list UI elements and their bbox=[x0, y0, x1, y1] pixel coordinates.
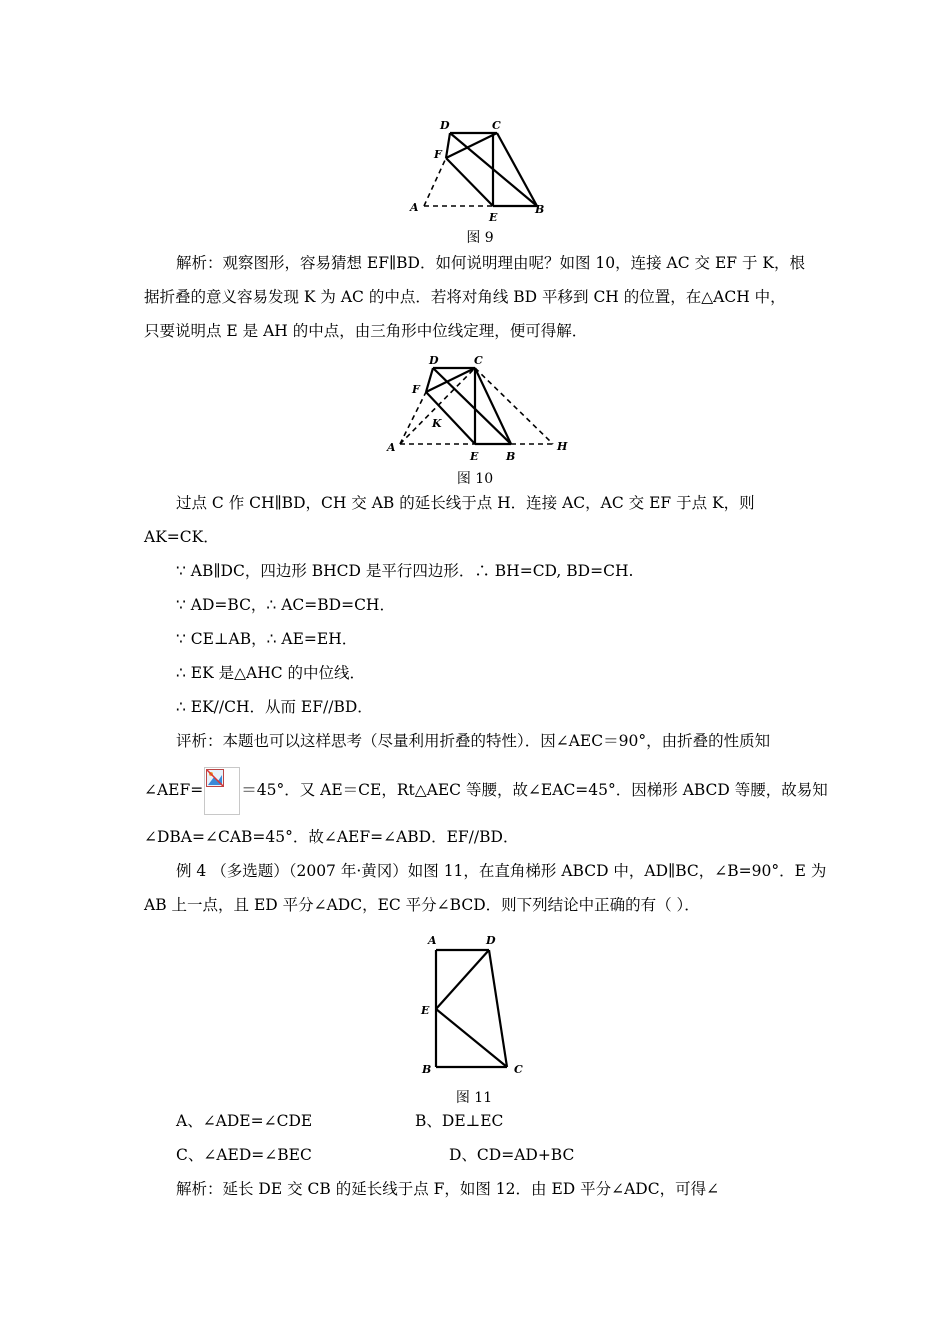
fig10-label-c: C bbox=[474, 354, 483, 367]
fig9-label-c: C bbox=[492, 119, 501, 132]
proof-step-3: ∵ CE⊥AB，∴ AE=EH． bbox=[176, 630, 358, 648]
image-icon bbox=[206, 769, 224, 787]
fig9-label-d: D bbox=[440, 119, 450, 132]
construction-line-1: 过点 C 作 CH∥BD，CH 交 AB 的延长线于点 H．连接 AC，AC 交 EF 于点 K，则 bbox=[176, 494, 755, 512]
analysis-line-2: 据折叠的意义容易发现 K 为 AC 的中点．若将对角线 BD 平移到 CH 的位置，在△ACH 中， bbox=[144, 288, 786, 306]
comment-line-2-start: ∠AEF= bbox=[144, 781, 204, 799]
fig9-label-f: F bbox=[434, 148, 442, 161]
fig9-label-a: A bbox=[410, 201, 419, 214]
proof-step-5: ∴ EK//CH．从而 EF//BD． bbox=[176, 698, 373, 716]
fig11-label-b: B bbox=[422, 1063, 432, 1076]
fig10-label-a: A bbox=[387, 441, 396, 454]
option-d: D、CD=AD+BC bbox=[449, 1146, 575, 1164]
fig10-label-k: K bbox=[432, 417, 442, 430]
proof-step-2: ∵ AD=BC，∴ AC=BD=CH． bbox=[176, 596, 395, 614]
proof-step-1: ∵ AB∥DC，四边形 BHCD 是平行四边形．∴ BH=CD, BD=CH. bbox=[176, 562, 634, 580]
figure-11-caption: 图 11 bbox=[455, 1090, 493, 1106]
fig11-label-d: D bbox=[486, 934, 496, 947]
analysis-line-3: 只要说明点 E 是 AH 的中点，由三角形中位线定理，便可得解． bbox=[144, 322, 588, 340]
comment-line-1: 评析：本题也可以这样思考（尽量利用折叠的特性）．因∠AEC＝90°，由折叠的性质知 bbox=[176, 732, 771, 750]
broken-image-placeholder bbox=[204, 767, 240, 815]
fig9-label-b: B bbox=[535, 203, 545, 216]
figure-10-caption: 图 10 bbox=[456, 471, 494, 487]
fig10-label-e: E bbox=[470, 450, 479, 463]
example-line-2: AB 上一点，且 ED 平分∠ADC，EC 平分∠BCD．则下列结论中正确的有（ ）． bbox=[144, 896, 700, 914]
comment-line-2-end: ＝45°．又 AE＝CE，Rt△AEC 等腰，故∠EAC=45°．因梯形 ABCD 等腰，故易知 bbox=[241, 781, 828, 799]
figure-9-caption: 图 9 bbox=[466, 230, 494, 246]
fig11-label-e: E bbox=[421, 1004, 430, 1017]
fig10-label-f: F bbox=[412, 383, 420, 396]
option-a: A、∠ADE=∠CDE bbox=[176, 1112, 313, 1130]
solution-line-1: 解析：延长 DE 交 CB 的延长线于点 F，如图 12．由 ED 平分∠ADC，可得∠ bbox=[176, 1180, 720, 1198]
figure-9 bbox=[400, 118, 560, 230]
fig10-label-d: D bbox=[429, 354, 439, 367]
option-c: C、∠AED=∠BEC bbox=[176, 1146, 312, 1164]
analysis-line-1: 解析：观察图形，容易猜想 EF∥BD．如何说明理由呢？如图 10，连接 AC 交 EF 于 K，根 bbox=[176, 254, 805, 272]
fig10-label-h: H bbox=[557, 440, 568, 453]
comment-line-3: ∠DBA=∠CAB=45°．故∠AEF=∠ABD．EF//BD． bbox=[144, 828, 519, 846]
fig11-label-a: A bbox=[428, 934, 437, 947]
comment-line-2 bbox=[144, 766, 828, 815]
example-line-1: 例 4 （多选题）（2007 年·黄冈）如图 11，在直角梯形 ABCD 中，AD∥BC，∠B=90°．E 为 bbox=[176, 862, 827, 880]
figure-10 bbox=[378, 350, 578, 466]
option-b: B、DE⊥EC bbox=[415, 1112, 504, 1130]
fig9-label-e: E bbox=[489, 211, 498, 224]
figure-11 bbox=[412, 930, 532, 1080]
fig11-label-c: C bbox=[514, 1063, 523, 1076]
construction-line-2: AK=CK． bbox=[144, 528, 219, 546]
fig10-label-b: B bbox=[506, 450, 516, 463]
proof-step-4: ∴ EK 是△AHC 的中位线． bbox=[176, 664, 366, 682]
